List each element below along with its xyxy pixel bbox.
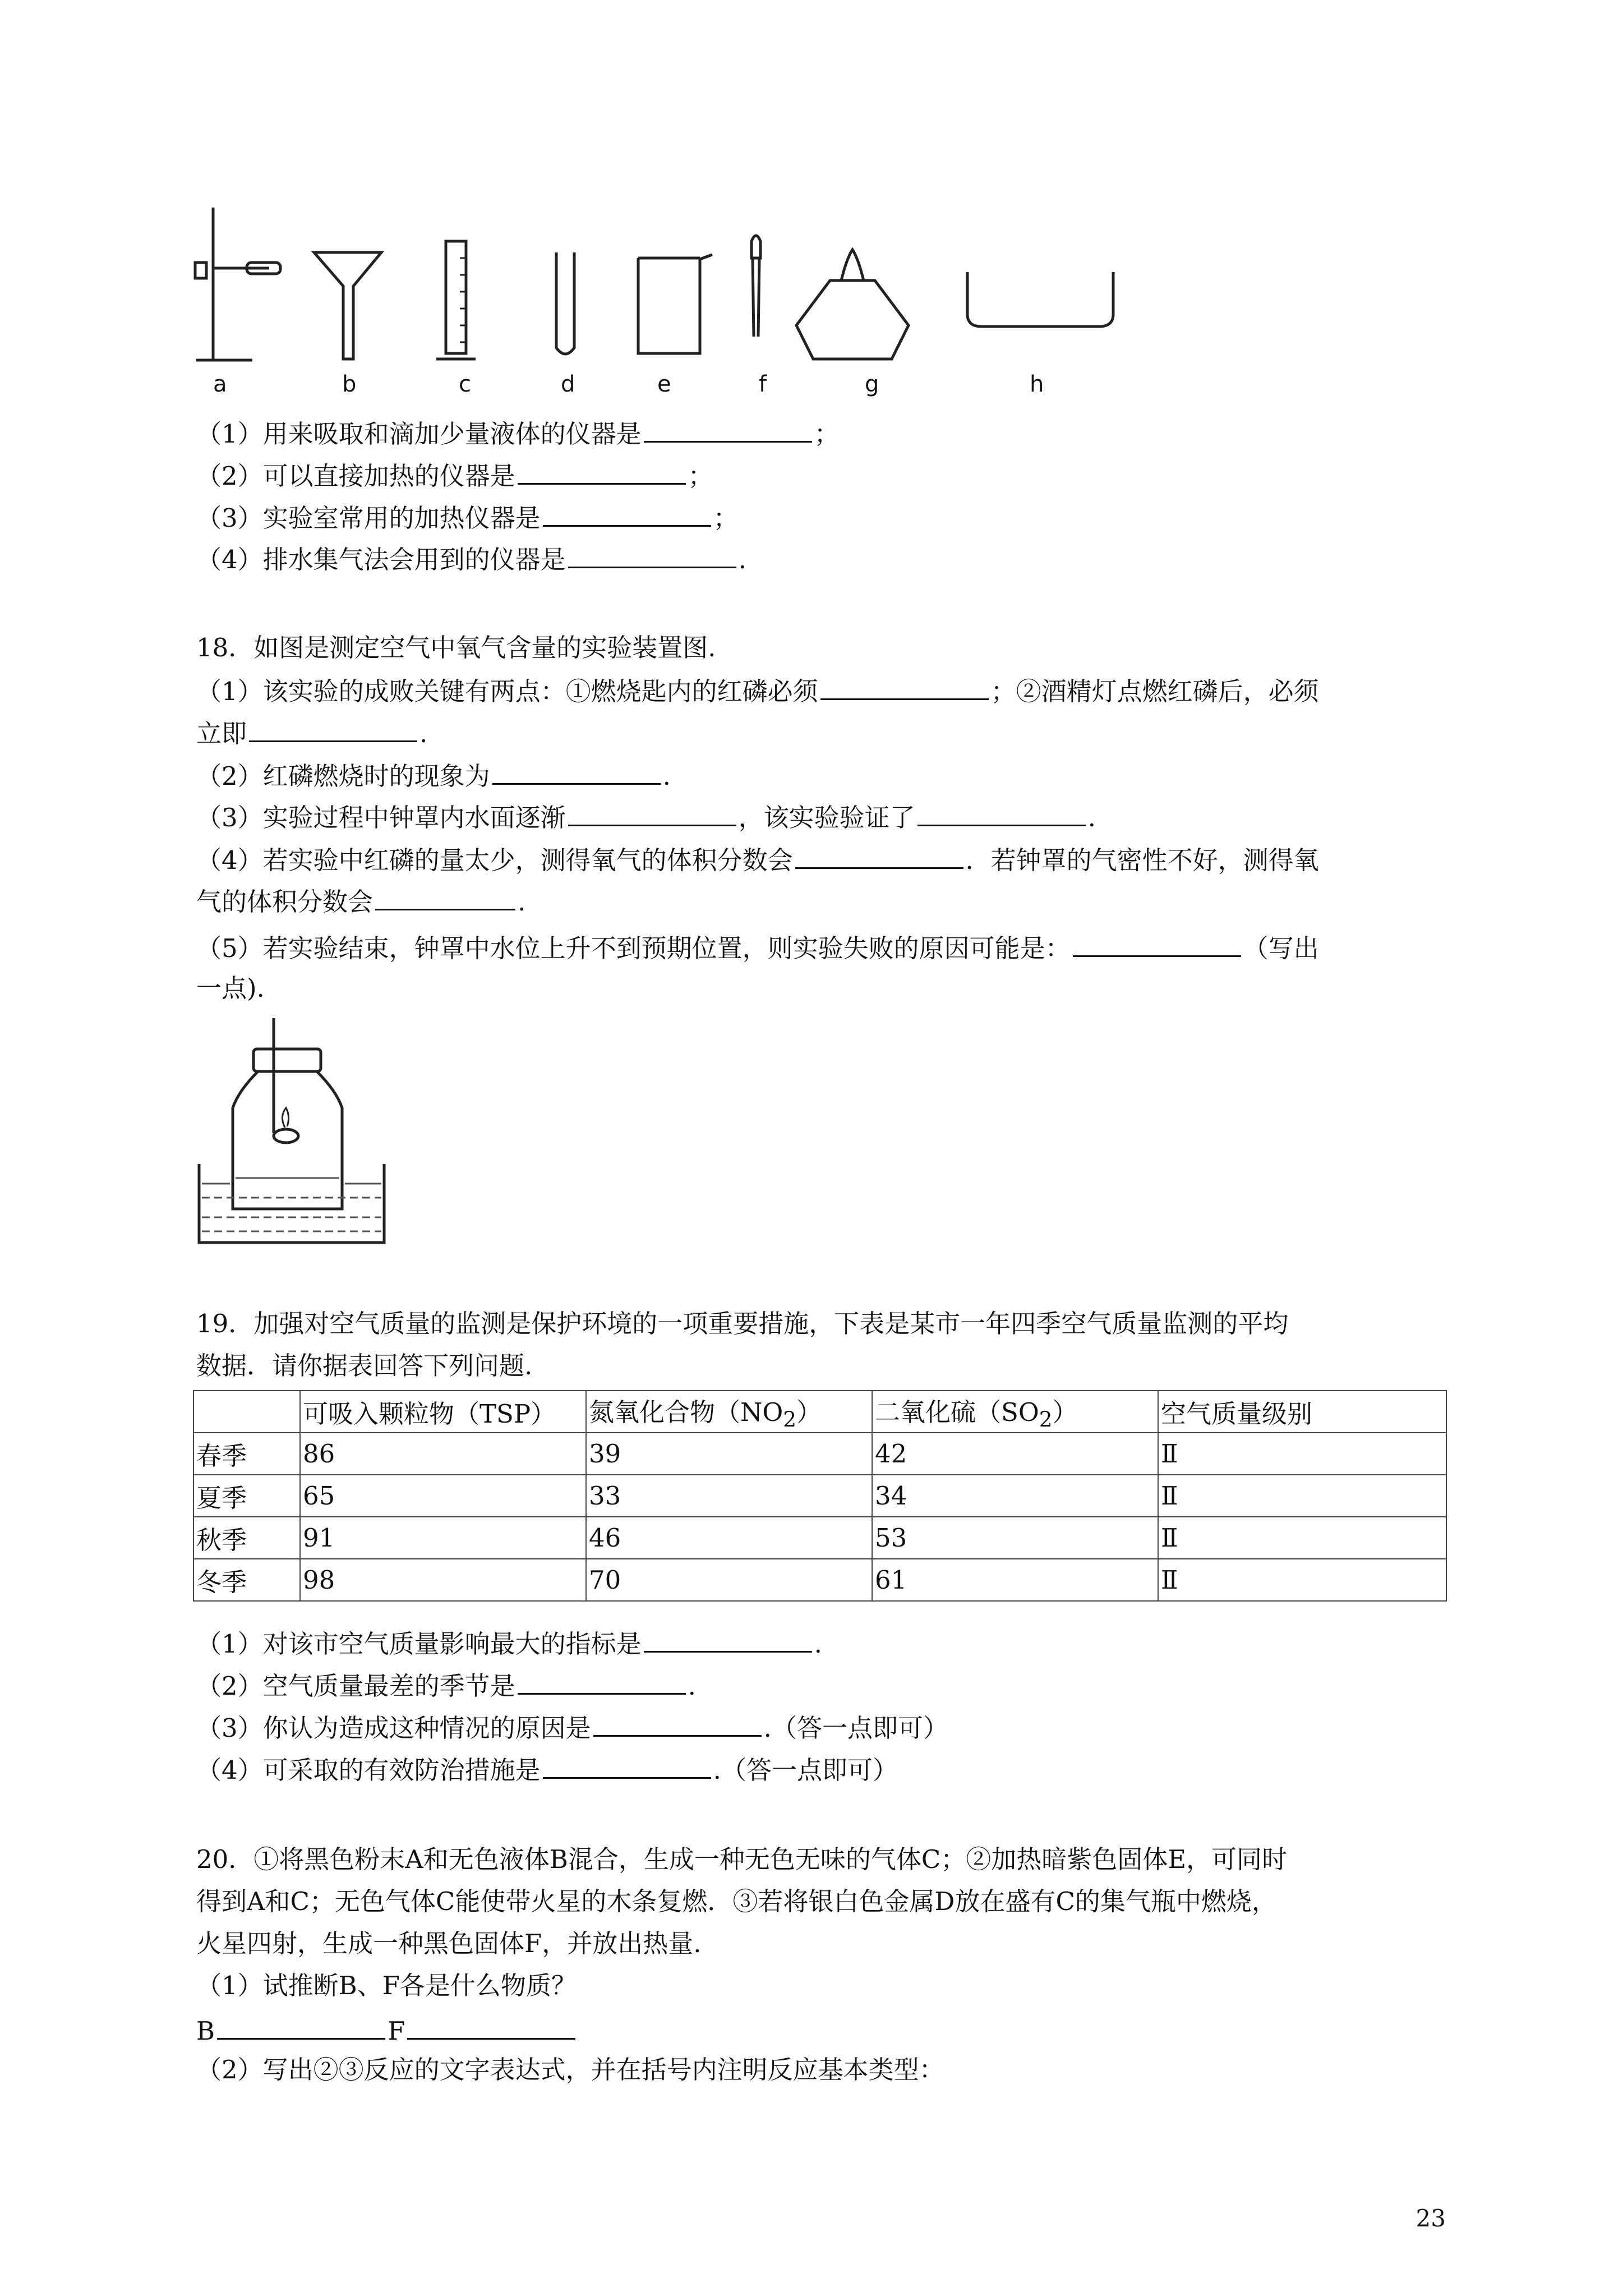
table-header-cell: 可吸入颗粒物（TSP） xyxy=(300,1391,586,1433)
answer-blank[interactable] xyxy=(249,714,417,742)
answer-blank[interactable] xyxy=(820,671,989,700)
q20-line-1: 20．①将黑色粉末A和无色液体B混合，生成一种无色无味的气体C；②加热暗紫色固体E，可同时 xyxy=(196,1844,1288,1874)
q17-item-3: （3）实验室常用的加热仪器是 ； xyxy=(196,498,739,535)
table-row: 夏季 65 33 34 Ⅱ xyxy=(193,1475,1446,1517)
table-header-cell: 空气质量级别 xyxy=(1158,1391,1446,1433)
air-quality-table xyxy=(193,1390,1447,1602)
q18-line-5: （4）若实验中红磷的量太少，测得氧气的体积分数会 ．若钟罩的气密性不好，测得氧 xyxy=(196,840,1319,877)
apparatus-label-e: e xyxy=(657,371,671,397)
q20-line-4: （1）试推断B、F各是什么物质？ xyxy=(196,1971,577,2000)
table-header-row xyxy=(193,1391,1446,1433)
answer-blank[interactable] xyxy=(644,1624,812,1653)
q18-line-7: （5）若实验结束，钟罩中水位上升不到预期位置，则实验失败的原因可能是： （写出 xyxy=(196,928,1319,965)
apparatus-label-b: b xyxy=(342,371,357,397)
page-number: 23 xyxy=(1415,2205,1446,2232)
q18-line-1: （1）该实验的成败关键有两点：①燃烧匙内的红磷必须 ；②酒精灯点燃红磷后，必须 xyxy=(196,671,1319,708)
apparatus-label-g: g xyxy=(865,371,879,397)
q17-item-1: （1）用来吸取和滴加少量液体的仪器是 ； xyxy=(196,414,840,451)
table-row: 冬季 98 70 61 Ⅱ xyxy=(193,1559,1446,1601)
answer-blank[interactable] xyxy=(917,798,1086,826)
answer-blank[interactable] xyxy=(568,540,736,568)
table-row: 秋季 91 46 53 Ⅱ xyxy=(193,1517,1446,1559)
q17-item-4: （4）排水集气法会用到的仪器是 . xyxy=(196,540,746,577)
q17-item-2: （2）可以直接加热的仪器是 ； xyxy=(196,456,713,493)
answer-blank[interactable] xyxy=(543,1750,711,1779)
answer-blank[interactable] xyxy=(518,1666,686,1695)
answer-blank[interactable] xyxy=(644,414,812,443)
answer-blank[interactable] xyxy=(407,2011,575,2040)
q19-item-4: （4）可采取的有效防治措施是 .（答一点即可） xyxy=(196,1750,898,1787)
q20-line-5: B F xyxy=(196,2011,578,2048)
answer-blank[interactable] xyxy=(795,840,963,869)
table-header-cell xyxy=(193,1391,300,1433)
q18-line-6: 气的体积分数会 . xyxy=(196,882,525,919)
q18-line-8: 一点). xyxy=(196,973,265,1003)
q18-title: 18．如图是测定空气中氧气含量的实验装置图. xyxy=(196,633,716,662)
q19-item-3: （3）你认为造成这种情况的原因是 .（答一点即可） xyxy=(196,1708,948,1745)
q19-title-line-1: 19．加强对空气质量的监测是保护环境的一项重要措施，下表是某市一年四季空气质量监测的平均 xyxy=(196,1309,1289,1338)
apparatus-label-d: d xyxy=(561,371,575,397)
answer-blank[interactable] xyxy=(518,456,686,485)
answer-blank[interactable] xyxy=(568,798,736,826)
q20-line-2: 得到A和C；无色气体C能使带火星的木条复燃．③若将银白色金属D放在盛有C的集气瓶中燃烧， xyxy=(196,1887,1277,1916)
q18-line-2: 立即 . xyxy=(196,714,427,751)
table-row: 春季 86 39 42 Ⅱ xyxy=(193,1433,1446,1475)
q19-item-1: （1）对该市空气质量影响最大的指标是 . xyxy=(196,1624,822,1661)
table-header-cell: 氮氧化合物$(NO_2)$ xyxy=(586,1391,872,1433)
q18-line-3: （2）红磷燃烧时的现象为 . xyxy=(196,756,671,793)
answer-blank[interactable] xyxy=(492,756,661,785)
apparatus-illustrations xyxy=(191,196,1133,365)
table-header-cell: 二氧化硫$(SO_2)$ xyxy=(872,1391,1158,1433)
bell-jar-apparatus-illustration xyxy=(191,1015,404,1262)
apparatus-label-a: a xyxy=(213,371,227,397)
answer-blank[interactable] xyxy=(375,882,515,910)
apparatus-label-f: f xyxy=(759,371,767,397)
q19-item-2: （2）空气质量最差的季节是 . xyxy=(196,1666,696,1703)
answer-blank[interactable] xyxy=(543,498,711,527)
apparatus-label-h: h xyxy=(1030,371,1044,397)
answer-blank[interactable] xyxy=(217,2011,385,2040)
answer-blank[interactable] xyxy=(593,1708,762,1737)
q20-line-3: 火星四射，生成一种黑色固体F，并放出热量. xyxy=(196,1929,702,1958)
q18-line-4: （3）实验过程中钟罩内水面逐渐 ，该实验验证了 . xyxy=(196,798,1096,835)
answer-blank[interactable] xyxy=(1073,928,1241,957)
apparatus-label-c: c xyxy=(459,371,471,397)
q19-title-line-2: 数据．请你据表回答下列问题. xyxy=(196,1351,533,1381)
q20-line-6: （2）写出②③反应的文字表达式，并在括号内注明反应基本类型： xyxy=(196,2055,944,2085)
